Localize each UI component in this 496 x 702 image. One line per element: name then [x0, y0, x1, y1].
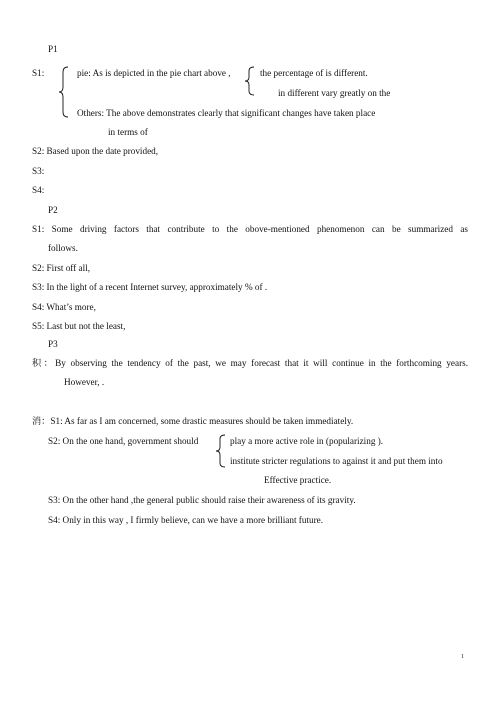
p3-heading: P3	[48, 339, 58, 349]
xiao-s2-b-cont: Effective practice.	[264, 475, 332, 485]
p2-s3: S3: In the light of a recent Internet survey, approximately % of .	[32, 282, 268, 292]
xiao-s2-b: institute stricter regulations to against it and put them into	[230, 456, 443, 466]
p1-s4: S4:	[32, 185, 45, 195]
p1-s1-terms: in terms of	[108, 127, 148, 137]
p1-s1-others: Others: The above demonstrates clearly that significant changes have taken place	[77, 108, 376, 118]
p2-s1: S1: Some driving factors that contribute to the obove-mentioned phenomenon can be summarized as	[32, 224, 468, 234]
p2-s4: S4: What’s more,	[32, 302, 96, 312]
xiao-s1: 消：S1: As far as I am concerned, some drastic measures should be taken immediately.	[32, 416, 354, 426]
left-brace-icon	[244, 66, 256, 96]
left-brace-icon	[58, 66, 70, 118]
p2-s5: S5: Last but not the least,	[32, 321, 126, 331]
p1-s1-percentage: the percentage of is different.	[260, 68, 368, 78]
p1-heading: P1	[48, 44, 58, 54]
p2-s2: S2: First off all,	[32, 263, 91, 273]
xiao-s4: S4: Only in this way , I firmly believe, can we have a more brilliant future.	[48, 515, 324, 525]
p1-s3: S3:	[32, 166, 45, 176]
left-brace-icon	[215, 434, 227, 468]
p2-heading: P2	[48, 205, 58, 215]
page-number: 1	[461, 654, 464, 660]
xiao-s3: S3: On the other hand ,the general public should raise their awareness of its gravity.	[48, 495, 356, 505]
p3-ji-cont: However, .	[64, 377, 105, 387]
p1-s2: S2: Based upon the date provided,	[32, 146, 159, 156]
p1-s1-pie: pie: As is depicted in the pie chart above ,	[77, 68, 231, 78]
p1-s1-vary: in different vary greatly on the	[278, 88, 391, 98]
p1-s1-label: S1:	[32, 68, 45, 78]
p2-s1-cont: follows.	[48, 243, 78, 253]
xiao-s2-a: play a more active role in (popularizing ).	[230, 436, 384, 446]
xiao-s2-lead: S2: On the one hand, government should	[48, 436, 199, 446]
p3-ji-line: 积：By observing the tendency of the past, we may forecast that it will continue in the forthcoming years.	[32, 358, 468, 368]
